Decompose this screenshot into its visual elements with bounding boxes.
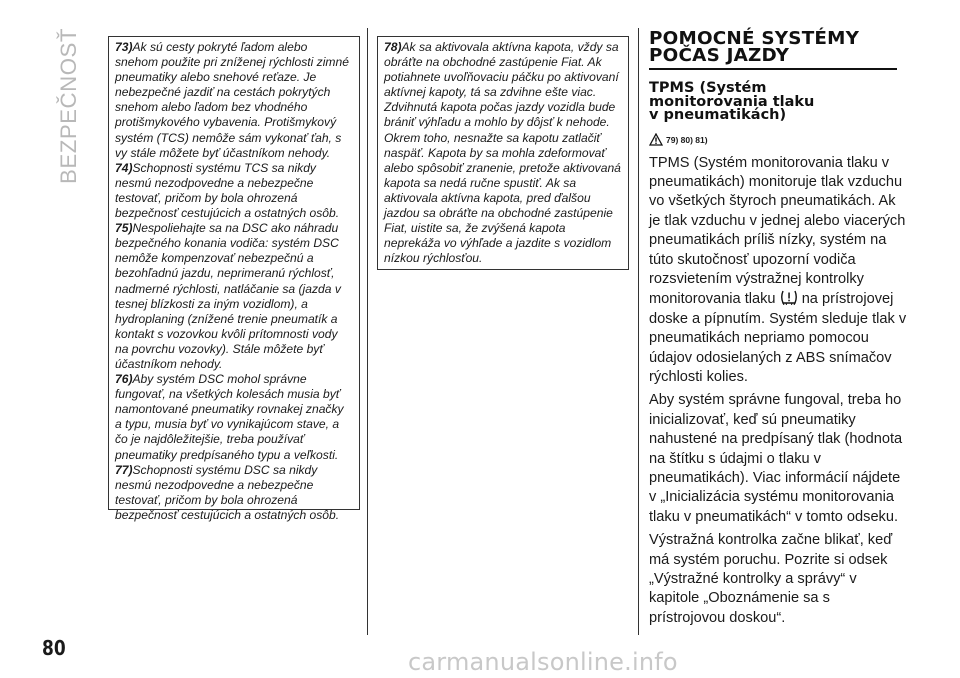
paragraph-2: Aby systém správne fungoval, treba ho inicializovať, keď sú pneumatiky nahustené na predpísaný tlak (hodnota na štítku s údajmi o tlaku v pneumatikách). Viac informácií nájdete v „Inicializácia systému monitorovania tlaku v pneumatikách“ v tomto odseku.	[649, 392, 903, 525]
warning-item-number: 76)	[115, 372, 133, 387]
paragraph-3: Výstražná kontrolka začne blikať, keď má systém poruchu. Pozrite si odsek „Výstražné kontrolky a správy“ v kapitole „Oboznámenie sa s prístrojovou doskou“.	[649, 532, 893, 626]
warning-item-number: 75)	[115, 221, 133, 236]
watermark-text: carmanualsonline.info	[408, 648, 678, 676]
warning-item	[115, 161, 353, 221]
warning-item-number: 78)	[384, 40, 402, 54]
warning-references-text: 79) 80) 81)	[666, 135, 708, 145]
section-title-line-2: POČAS JAZDY	[649, 45, 790, 66]
section-title-line-1: POMOCNÉ SYSTÉMY	[649, 28, 860, 49]
paragraph-1-text-b: na prístrojovej doske a pípnutím. Systém sleduje tlak v pneumatikách nepriamo pomocou údajov odosielaných z ABS snímačov rýchlosti kolies.	[649, 291, 907, 385]
column-divider-left	[367, 28, 368, 635]
column-divider-right	[638, 28, 639, 635]
warning-item-number: 73)	[115, 40, 133, 54]
warning-item-text: Nespoliehajte sa na DSC ako náhradu bezpečného konania vodiča: systém DSC nemôže kompenzovať nebezpečnú a bezohľadnú jazdu, neprimeranú rýchlosť, nadmerné rýchlosti, natláčanie sa (jazda v tesnej blízkosti za iným vozidlom), a hydroplaning (znížené trenie pneumatík a kontakt s vozovkou kvôli prítomnosti vody na povrchu vozovky). Stále môžete byť účastníkom nehody.	[115, 221, 341, 371]
section-title	[649, 30, 914, 64]
body-text	[649, 154, 909, 629]
warning-item-number: 77)	[115, 462, 133, 477]
subsection-title-line-1: TPMS (Systém	[649, 80, 767, 96]
chapter-side-label-text: BEZPEČNOSŤ	[56, 29, 81, 184]
warning-item	[384, 40, 622, 266]
warning-item-text: Ak sú cesty pokryté ľadom alebo snehom použite pri zníženej rýchlosti zimné pneumatiky alebo snehové reťaze. Je nebezpečné jazdiť na cestách pokrytých snehom alebo ľadom bez vhodného protišmykového vybavenia. Protišmykový systém (TCS) nemôže sám vykonať ťah, s vy stále môžete byť účastníkom nehody.	[115, 40, 349, 160]
warning-item	[115, 372, 353, 463]
warning-item-text: Schopnosti systému TCS sa nikdy nesmú nezodpovedne a nebezpečne testovať, pričom by bola ohrozená bezpečnosť cestujúcich a ostatných osôb.	[115, 160, 340, 221]
warning-references	[649, 133, 909, 148]
warning-list-middle	[384, 40, 622, 266]
warning-triangle-icon	[649, 133, 663, 148]
subsection-title	[649, 82, 909, 123]
warning-item-text: Ak sa aktivovala aktívna kapota, vždy sa obráťte na obchodné zastúpenie Fiat. Ak potiahnete uvoľňovaciu páčku po aktivovaní aktívnej kapoty, tá sa zdvihne ešte viac. Zdvihnutá kapota počas jazdy vozidla bude brániť výhľadu a mohlo by dôjsť k nehode. Okrem toho, nesnažte sa kapotu zatlačiť naspäť. Kapota by sa mohla zdeformovať alebo spôsobiť zranenie, pretože aktivovaná kapota sa nedá ručne spustiť. Ak sa aktivovala aktívna kapota, pred ďalšou jazdou sa obráťte na obchodné zastúpenie Fiat, uistite sa, že zvýšená kapota neprekáža vo výhľade a jazdite s vozidlom nízkou rýchlosťou.	[384, 40, 621, 266]
main-content-column	[649, 30, 909, 628]
warning-item	[115, 463, 353, 523]
paragraph-1	[649, 154, 909, 388]
chapter-side-label	[46, 26, 86, 186]
warning-box-middle	[377, 36, 629, 270]
warning-box-left	[108, 36, 360, 522]
tpms-warning-icon	[780, 289, 798, 305]
subsection-title-line-2: monitorovania tlaku	[649, 93, 815, 110]
warning-list-left	[115, 40, 353, 523]
warning-item	[115, 40, 353, 161]
warning-item-number: 74)	[115, 160, 133, 175]
page-number: 80	[42, 636, 66, 660]
warning-item-text: Schopnosti systému DSC sa nikdy nesmú nezodpovedne a nebezpečne testovať, pričom by bola ohrozená bezpečnosť cestujúcich a ostatných osôb.	[115, 462, 340, 522]
paragraph-1-text-a: TPMS (Systém monitorovania tlaku v pneumatikách) monitoruje tlak vzduchu vo všetkých štyroch pneumatikách. Ak je tlak vzduchu v jednej alebo viacerých pneumatikách príliš nízky, systém na túto skutočnosť upozorní vodiča rozsvietením výstražnej kontrolky monitorovania tlaku	[649, 154, 906, 308]
subsection-title-line-3: v pneumatikách)	[649, 107, 787, 123]
warning-item-text: Aby systém DSC mohol správne fungovať, na všetkých kolesách musia byť namontované pneumatiky rovnakej značky a typu, musia byť vo vynikajúcom stave, a čo je najdôležitejšie, treba používať pneumatiky predpísaného typu a veľkosti.	[115, 372, 344, 462]
section-title-rule	[649, 68, 897, 70]
warning-item	[115, 221, 353, 372]
